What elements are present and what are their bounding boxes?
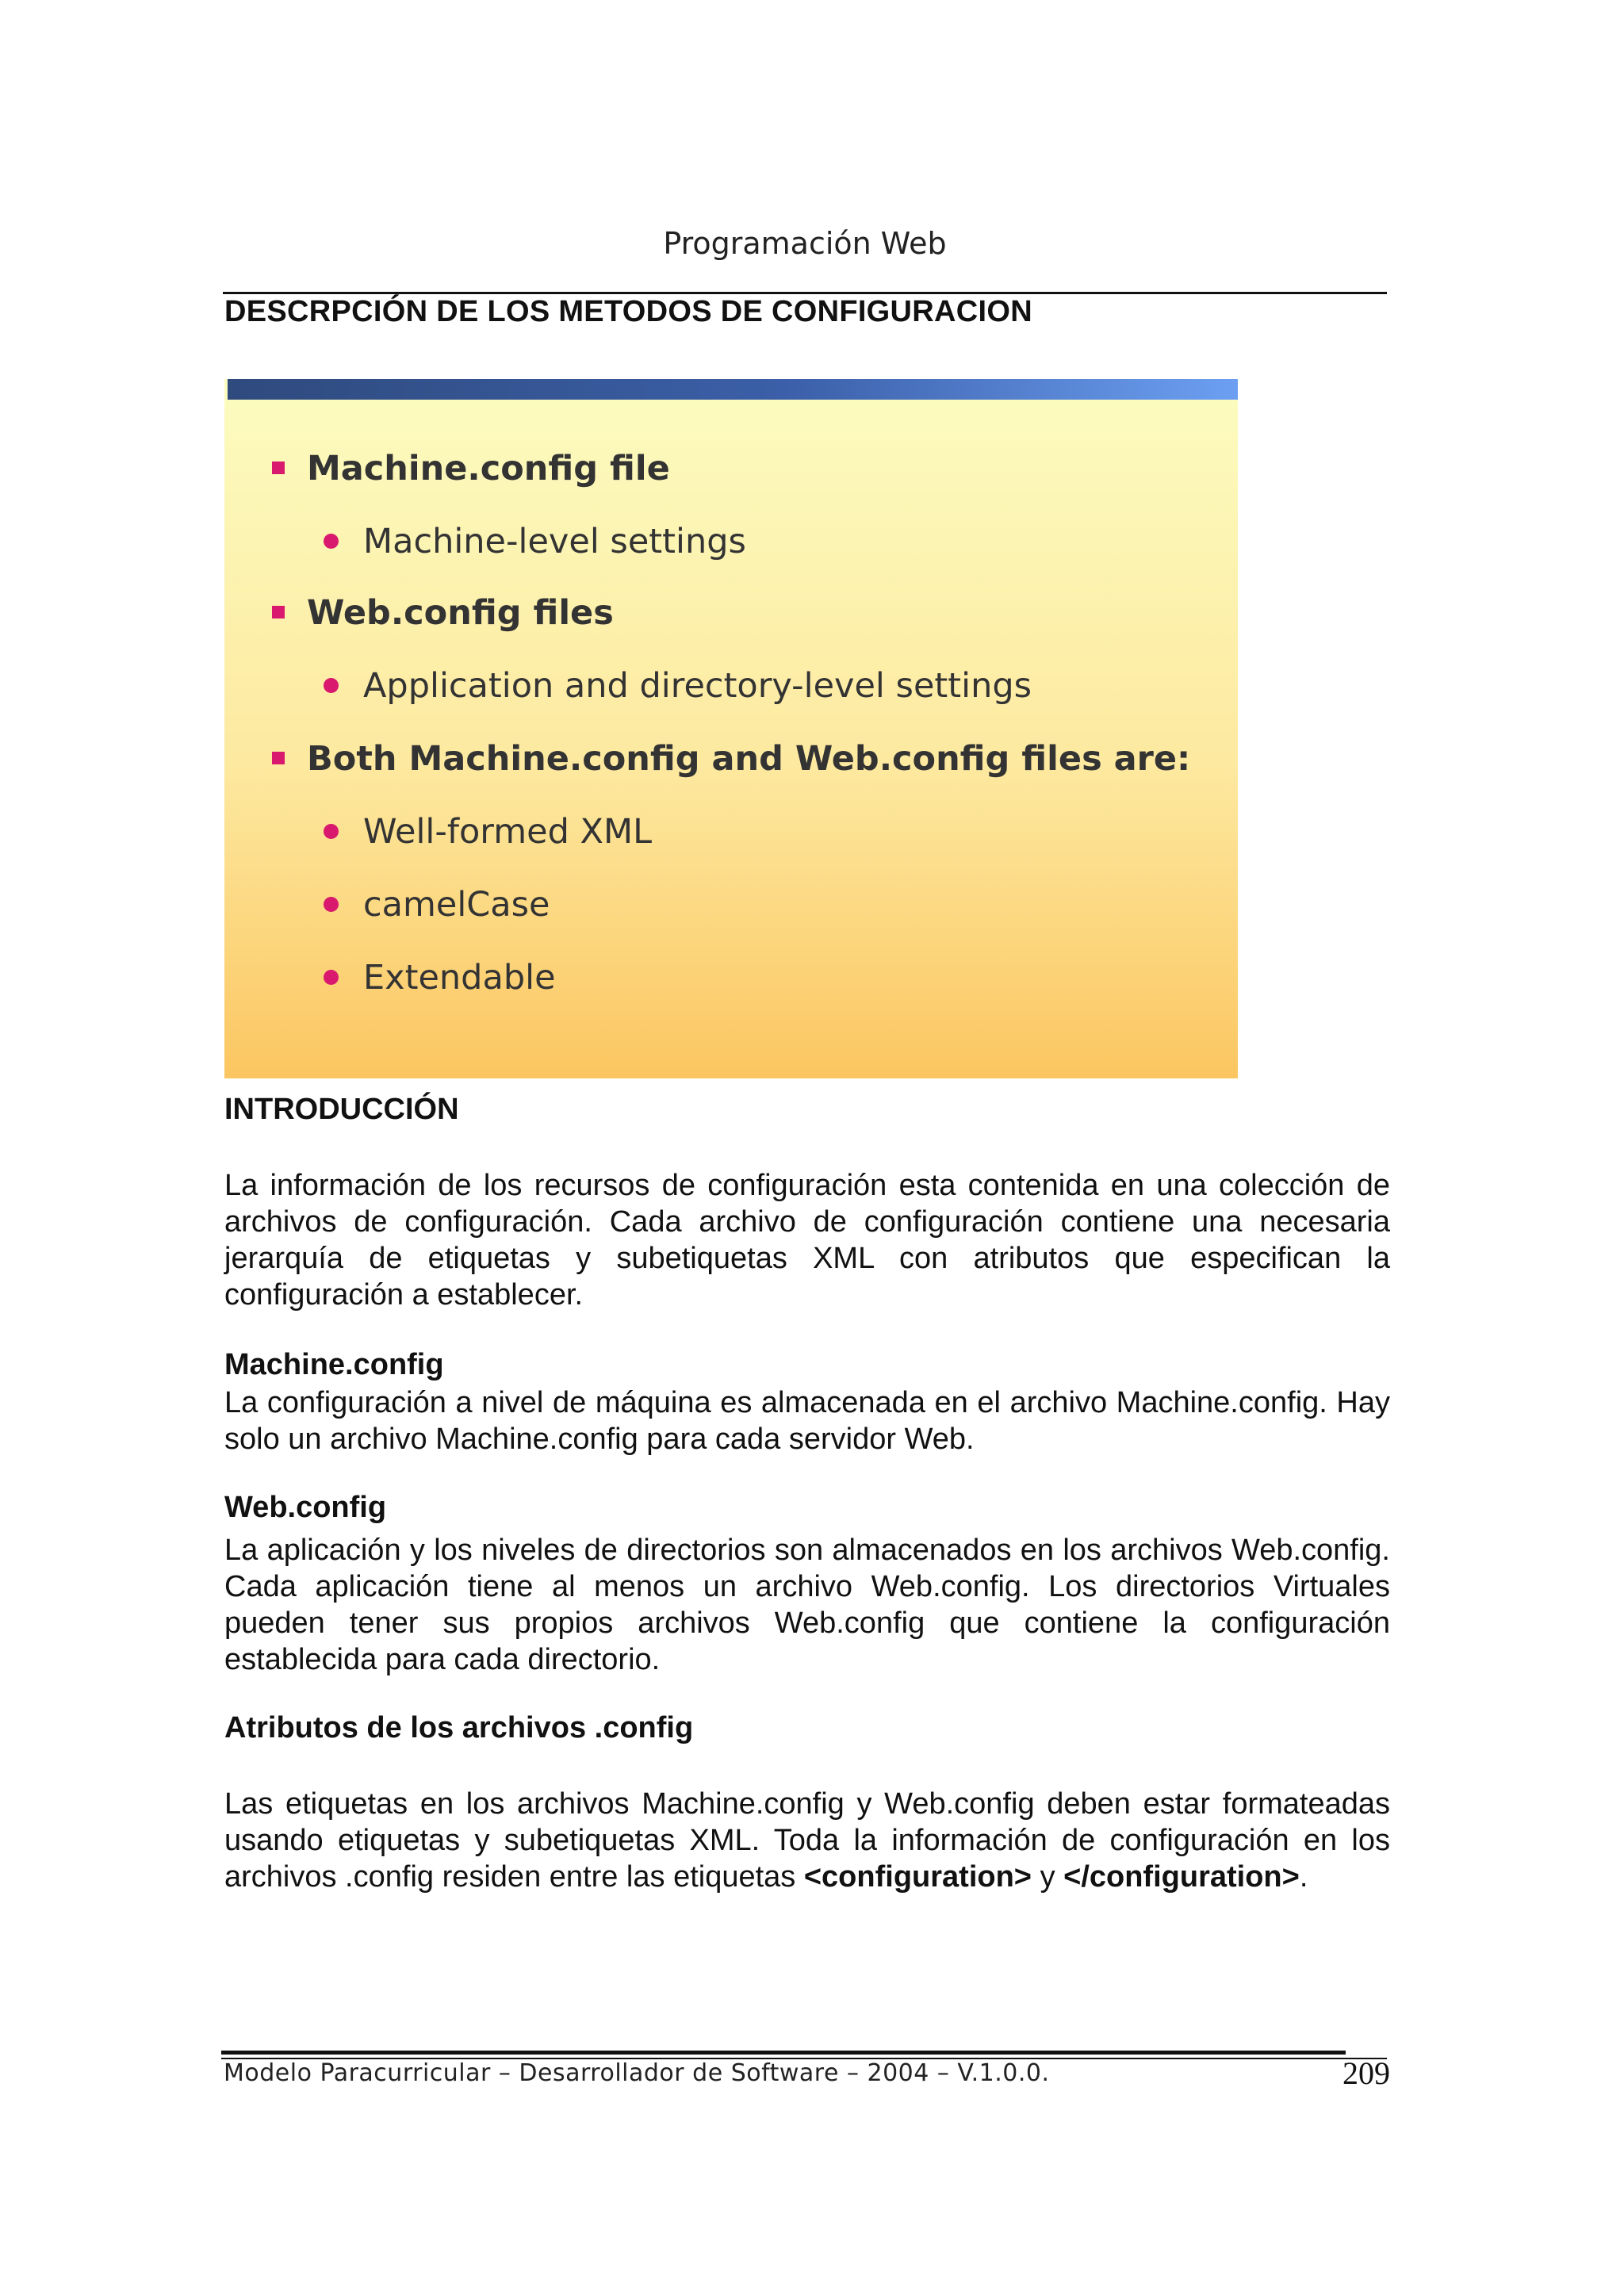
slide-subbullet-text: Application and directory-level settings [363, 666, 1032, 706]
slide-bullet-web-config [272, 593, 614, 633]
slide-bullet-text: Web.config files [307, 593, 614, 633]
attributes-paragraph [224, 1786, 1390, 1895]
slide-subbullet-text: Well-formed XML [363, 812, 653, 852]
page-number: 209 [1342, 2055, 1390, 2091]
slide-bullet-text: Machine.config file [307, 449, 670, 488]
footer-rule-thick [221, 2051, 1346, 2055]
square-bullet-icon [272, 752, 285, 764]
square-bullet-icon [272, 606, 285, 618]
web-config-paragraph: La aplicación y los niveles de directorios son almacenados en los archivos Web.config. Cada aplicación tiene al menos un archivo Web.config. Los directorios Virtuales pueden tener sus propios archivos Web.config que contiene la configuración establecida para cada directorio. [224, 1534, 1390, 1676]
slide-bullet-text: Both Machine.config and Web.config files are: [307, 739, 1191, 779]
slide-bullet-machine-config [272, 449, 670, 488]
slide-subbullet-text: camelCase [363, 885, 550, 925]
page-header-title: Programación Web [663, 226, 947, 261]
configuration-close-tag: </configuration> [1063, 1860, 1300, 1894]
round-bullet-icon [324, 824, 339, 839]
slide-subbullet-extendable [324, 958, 556, 998]
round-bullet-icon [324, 678, 339, 693]
round-bullet-icon [324, 534, 339, 549]
slide-image [224, 379, 1238, 1078]
round-bullet-icon [324, 897, 339, 912]
machine-config-heading: Machine.config [224, 1348, 444, 1381]
header-rule [223, 292, 1387, 294]
slide-subbullet-text: Machine-level settings [363, 522, 746, 561]
intro-heading: INTRODUCCIÓN [224, 1093, 459, 1126]
intro-paragraph: La información de los recursos de configuración esta contenida en una colección de archivos de configuración. Cada archivo de configuración contiene una necesaria jerarquía de etiquetas y subetiquetas XML con atributos que especifican la configuración a establecer. [224, 1169, 1390, 1312]
machine-config-paragraph: La configuración a nivel de máquina es almacenada en el archivo Machine.config. Hay solo un archivo Machine.config para cada servidor Web. [224, 1386, 1390, 1456]
attributes-conjunction: y [1040, 1860, 1055, 1894]
slide-subbullet-machine-level [324, 522, 746, 561]
round-bullet-icon [324, 970, 339, 985]
attributes-period: . [1299, 1860, 1308, 1894]
slide-subbullet-camelcase [324, 885, 550, 925]
slide-subbullet-application-level [324, 666, 1032, 706]
configuration-open-tag: <configuration> [803, 1860, 1032, 1894]
attributes-heading: Atributos de los archivos .config [224, 1711, 694, 1744]
square-bullet-icon [272, 461, 285, 474]
footer-text: Modelo Paracurricular – Desarrollador de Software – 2004 – V.1.0.0. [224, 2059, 1050, 2087]
slide-title-band [228, 379, 1238, 400]
attributes-text: Las etiquetas en los archivos Machine.config y Web.config deben estar formateadas usando etiquetas y subetiquetas XML. Toda la información de configuración en los archivos .config residen entre las etiquetas [224, 1787, 1390, 1894]
slide-subbullet-well-formed [324, 812, 652, 852]
web-config-heading: Web.config [224, 1491, 387, 1524]
section-title: DESCRPCIÓN DE LOS METODOS DE CONFIGURACION [224, 295, 1032, 328]
slide-subbullet-text: Extendable [363, 958, 556, 998]
slide-bullet-both-files [272, 739, 1190, 779]
